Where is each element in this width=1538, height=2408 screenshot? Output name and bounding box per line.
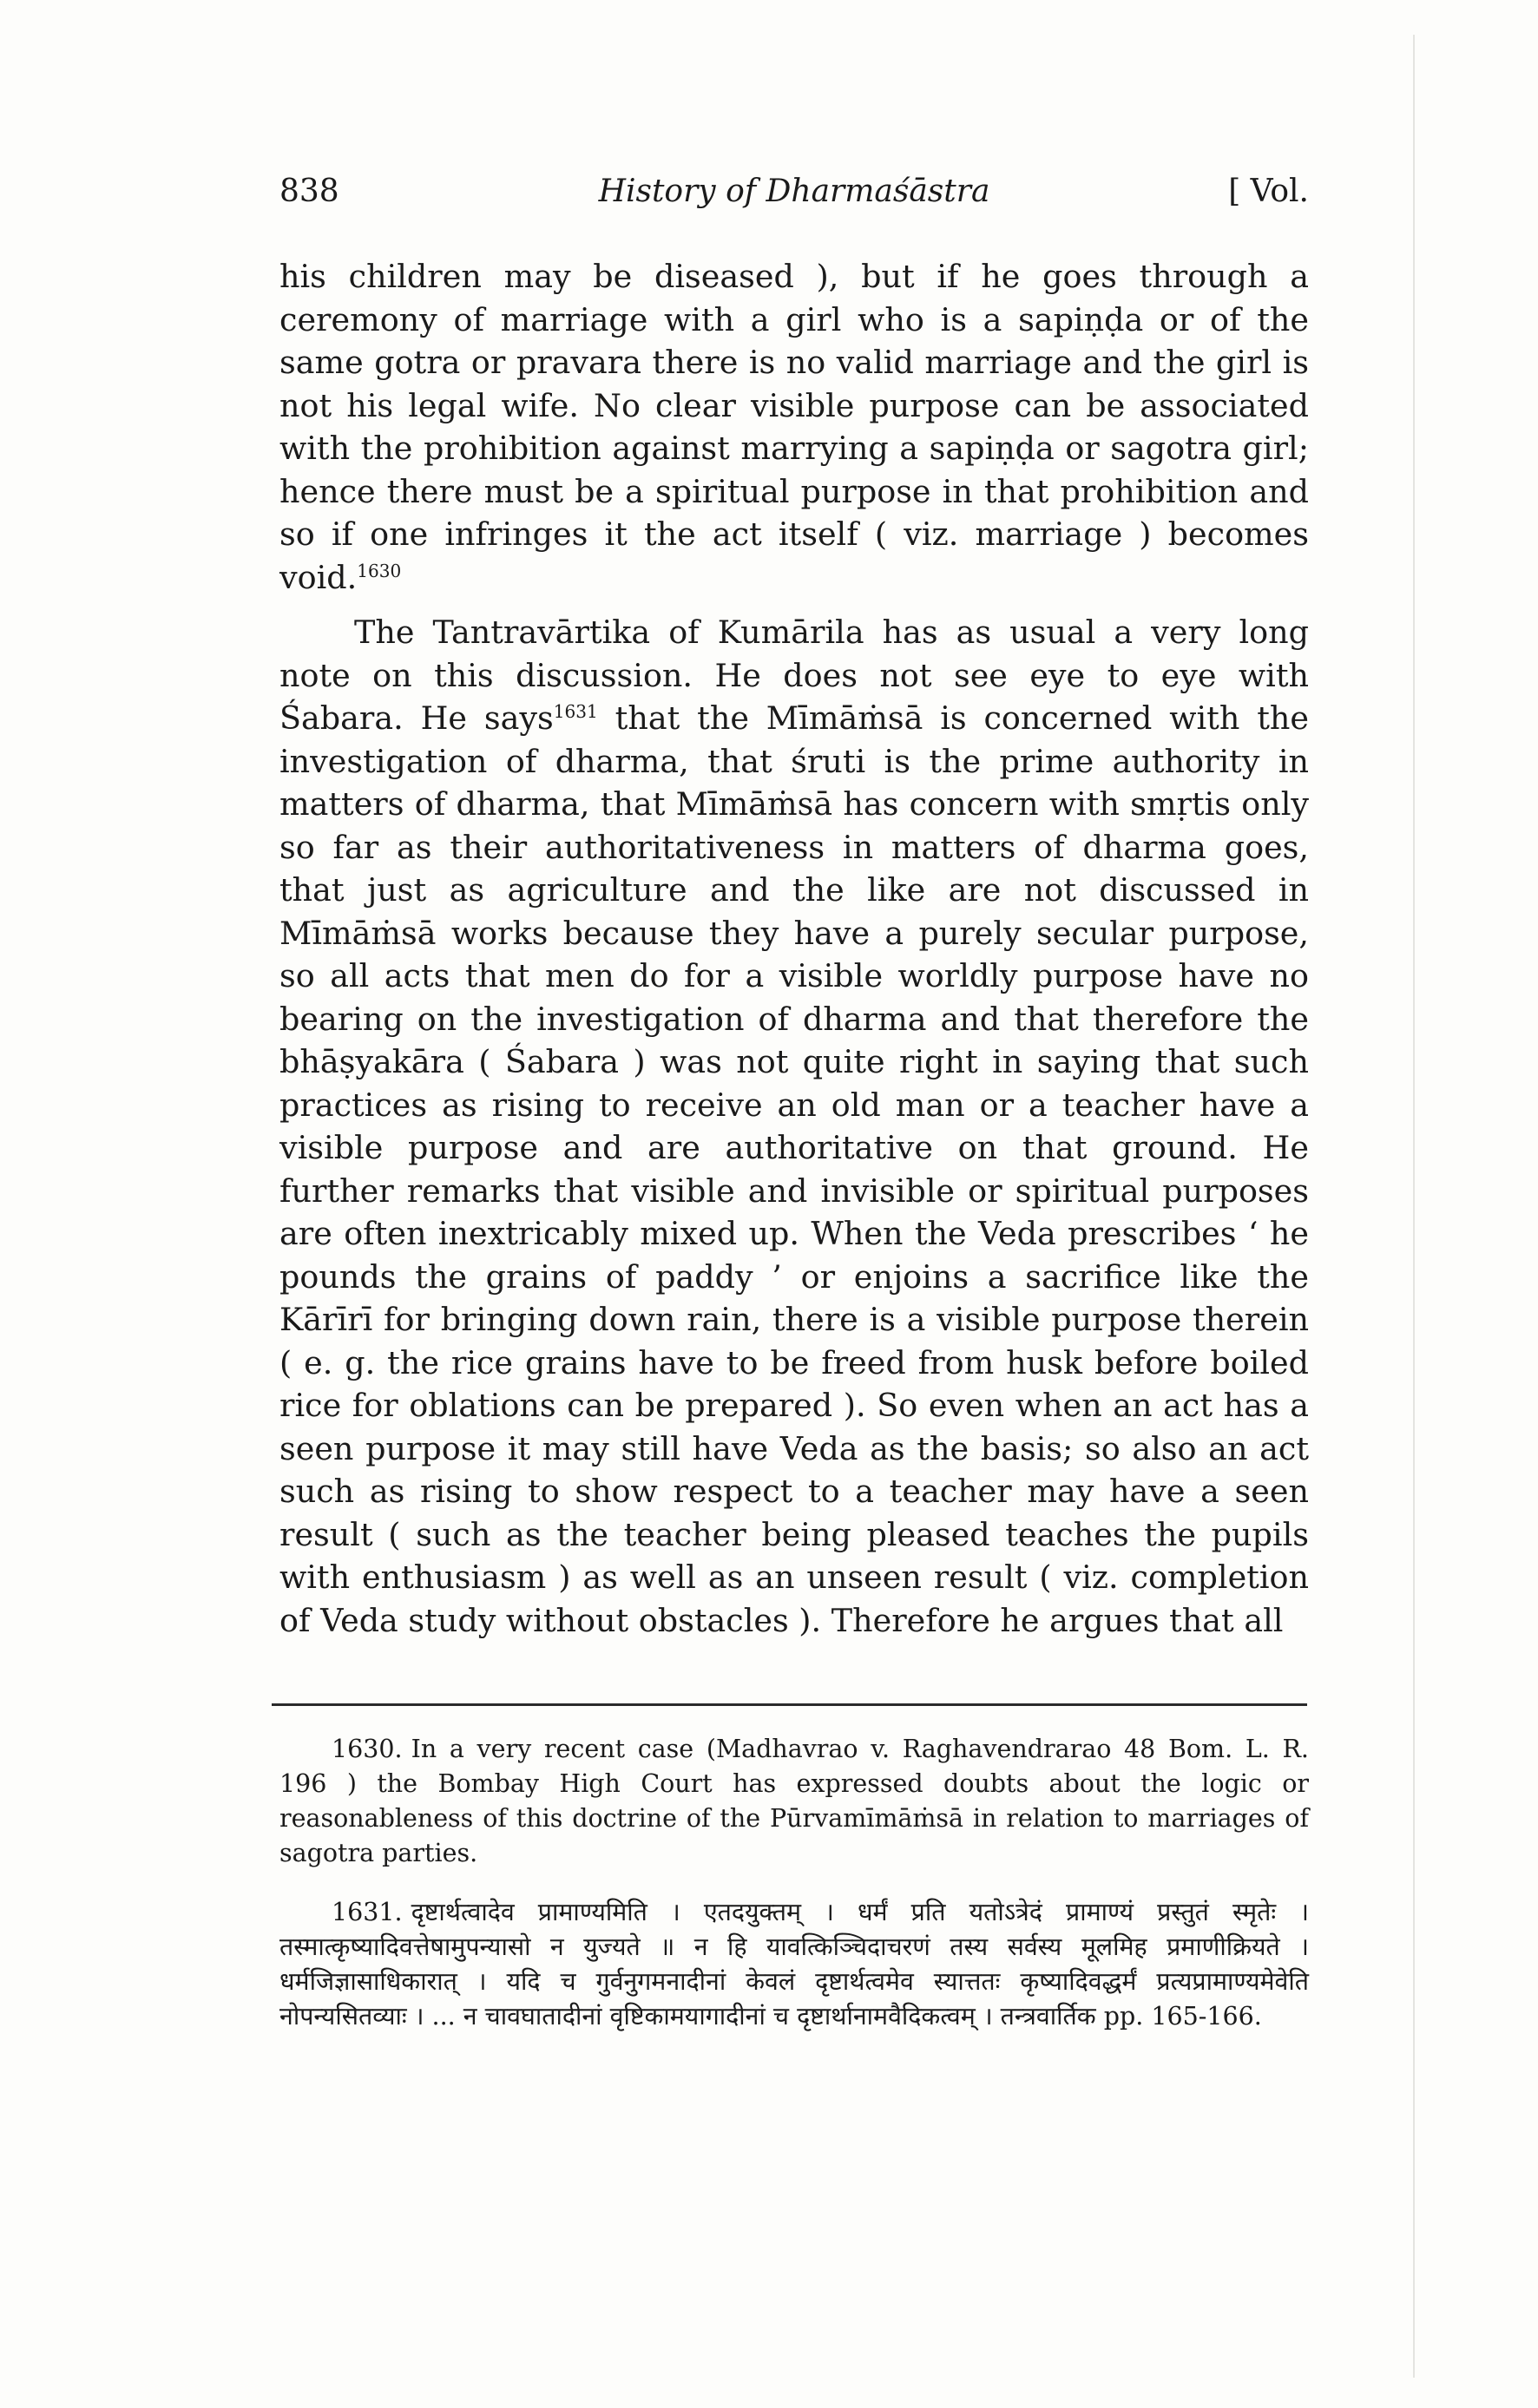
- footnote-1631: [279, 1895, 1309, 2034]
- volume-marker: [ Vol.: [1228, 174, 1309, 209]
- footnote-text: दृष्टार्थत्वादेव प्रामाण्यमिति । एतदयुक्तम् । धर्मं प्रति यतोऽत्रेदं प्रामाण्यं प्रस्तुतं स्मृतेः । तस्मात्कृष्यादिवत्तेषामुपन्यासो न युज्यते ॥ न हि यावत्किञ्चिदाचरणं तस्य सर्वस्य मूलमिह प्रमाणीक्रियते । धर्मजिज्ञासाधिकारात् । यदि च गुर्वनुगमनादीनां केवलं दृष्टार्थत्वमेव स्यात्ततः कृष्यादिवद्धर्मं प्रत्यप्रामाण्यमेवेति नोपन्यसितव्याः । ... न चावघातादीनां वृष्टिकामयागादीनां च दृष्टार्थानामवैदिकत्वम् । तन्त्रवार्तिक pp. 165-166.: [279, 1898, 1309, 2031]
- running-title: History of Dharmaśāstra: [598, 174, 990, 209]
- footnote-ref-1631: 1631: [553, 700, 598, 722]
- footnote-1630: [279, 1732, 1309, 1871]
- body-text: [279, 255, 1309, 1642]
- footnote-ref-1630: 1630: [357, 560, 402, 581]
- paragraph-2-text-b: that the Mīmāṁsā is concerned with the investigation of dharma, that śruti is the prime authority in matters of dharma, that Mīmāṁsā has concern with smṛtis only so far as their authoritativeness in matters of dharma goes, that just as agriculture and the like are not discussed in Mīmāṁsā works because they have a purely secular purpose, so all acts that men do for a visible worldly purpose have no bearing on the investigation of dharma and that therefore the bhāṣyakāra ( Śabara ) was not quite right in saying that such practices as rising to receive an old man or a teacher have a visible purpose and are authoritative on that ground. He further remarks that visible and invisible or spiritual purposes are often inextricably mixed up. When the Veda prescribes ‘ he pounds the grains of paddy ’ or enjoins a sacrifice like the Kārīrī for bringing down rain, there is a visible purpose therein ( e. g. the rice grains have to be freed from husk before boiled rice for oblations can be prepared ). So even when an act has a seen purpose it may still have Veda as the basis; so also an act such as rising to show respect to a teacher may have a seen result ( such as the teacher being pleased teaches the pupils with enthusiasm ) as well as an unseen result ( viz. completion of Veda study without obstacles ). Therefore he argues that all: [279, 699, 1309, 1639]
- page-number: 838: [279, 174, 339, 209]
- scan-shadow-line: [1413, 35, 1415, 2378]
- paragraph-1-text: his children may be diseased ), but if he goes through a ceremony of marriage with a girl who is a sapiṇḍa or of the same gotra or pravara there is no valid marriage and the girl is not his legal wife. No clear visible purpose can be associated with the prohibition against marrying a sapiṇḍa or sagotra girl; hence there must be a spiritual purpose in that prohibition and so if one infringes it the act itself ( viz. marriage ) becomes void.: [279, 258, 1309, 596]
- paragraph-2-text-a: The Tantravārtika of Kumārila has as usual a very long note on this discussion. He does not see eye to eye with Śabara. He says: [279, 613, 1309, 737]
- footnote-number: 1630.: [332, 1735, 403, 1763]
- footnote-text: In a very recent case (Madhavrao v. Raghavendrarao 48 Bom. L. R. 196 ) the Bombay High Court has expressed doubts about the logic or reasonableness of this doctrine of the Pūrvamīmāṁsā in relation to marriages of sagotra parties.: [279, 1735, 1309, 1867]
- paragraph-2: [279, 611, 1309, 1642]
- page-header: [279, 174, 1309, 226]
- footnote-number: 1631.: [332, 1898, 403, 1926]
- footnote-separator: [272, 1703, 1307, 1706]
- footnotes: [279, 1732, 1309, 2034]
- paragraph-1: [279, 255, 1309, 599]
